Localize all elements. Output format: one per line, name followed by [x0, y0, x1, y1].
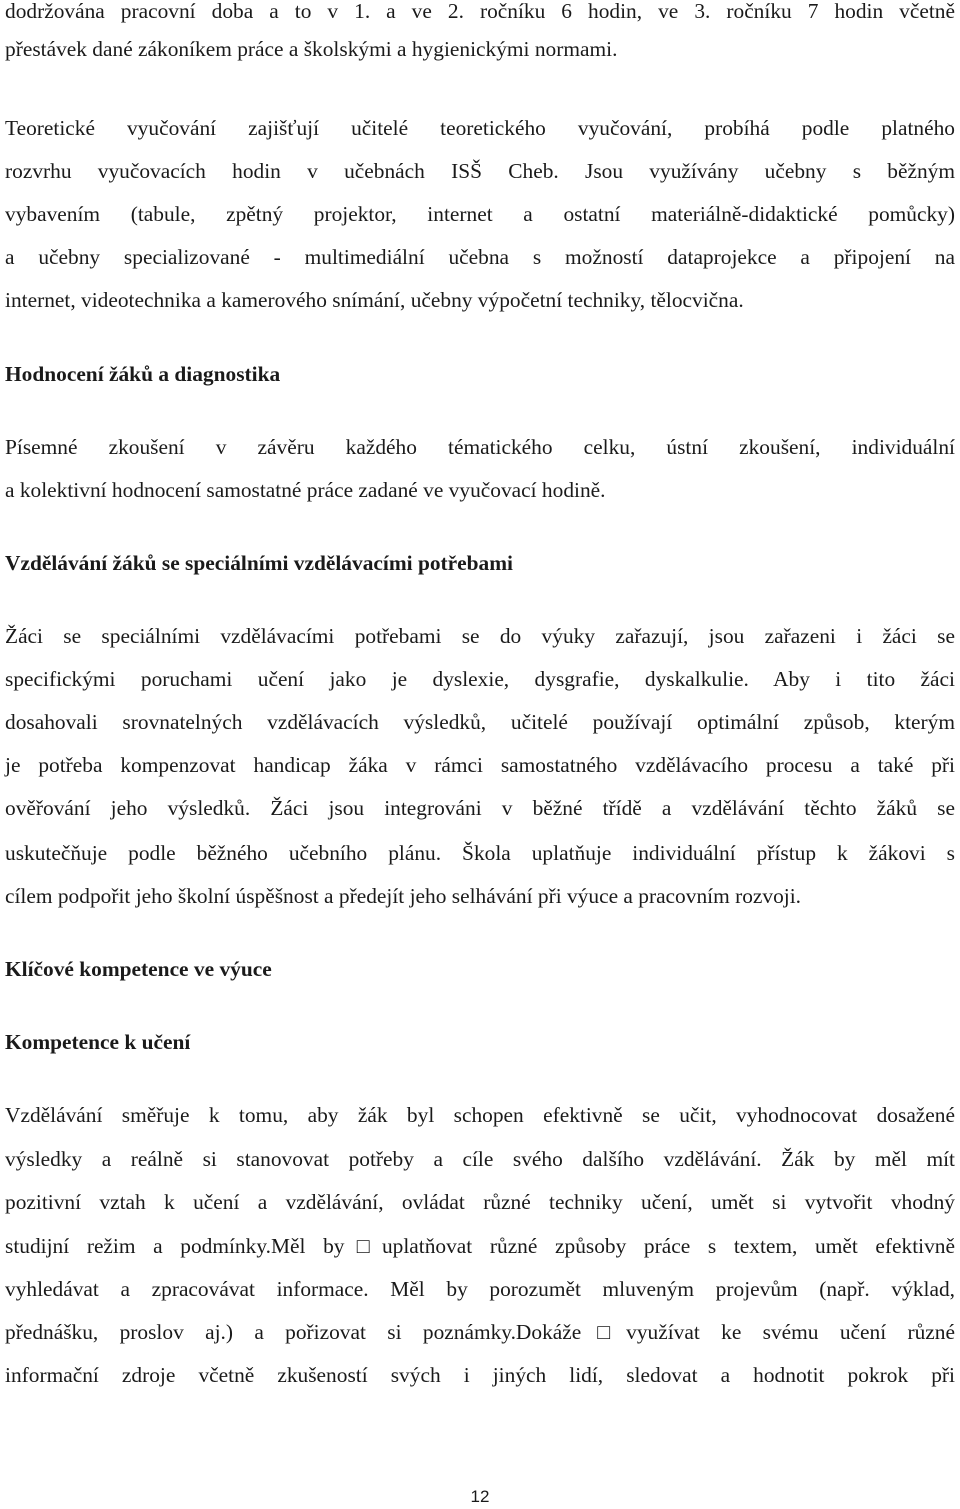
intro-line-1: dodržována pracovní doba a to v 1. a ve 2. ročníku 6 hodin, ve 3. ročníku 7 hodin včetně: [5, 0, 955, 23]
heading-key-competences: Klíčové kompetence ve výuce: [5, 957, 272, 981]
learning-line-4: studijní režim a podmínky.Měl by□uplatňovat různé způsoby práce s textem, umět efektivně: [5, 1234, 955, 1258]
special-needs-line-5: ověřování jeho výsledků. Žáci jsou integrováni v běžné třídě a vzdělávání těchto žáků se: [5, 796, 955, 820]
page-number: 12: [470, 1487, 490, 1506]
learning-line-6: přednášku, proslov aj.) a pořizovat si poznámky.Dokáže□využívat ke svému učení různé: [5, 1320, 955, 1344]
special-needs-line-2: specifickými poruchami učení jako je dyslexie, dysgrafie, dyskalkulie. Aby i tito žáci: [5, 667, 955, 691]
learning-line-7: informační zdroje včetně zkušeností svých i jiných lidí, sledovat a hodnotit pokrok při: [5, 1363, 955, 1387]
special-needs-line-6: uskutečňuje podle běžného učebního plánu. Škola uplatňuje individuální přístup k žákovi s: [5, 841, 955, 865]
teaching-line-5: internet, videotechnika a kamerového snímání, učebny výpočetní techniky, tělocvična.: [5, 288, 744, 312]
teaching-line-2: rozvrhu vyučovacích hodin v učebnách ISŠ Cheb. Jsou využívány učebny s běžným: [5, 159, 955, 183]
assessment-line-1: Písemné zkoušení v závěru každého tématického celku, ústní zkoušení, individuální: [5, 435, 955, 459]
assessment-line-2: a kolektivní hodnocení samostatné práce zadané ve vyučovací hodině.: [5, 478, 606, 502]
special-needs-line-3: dosahovali srovnatelných vzdělávacích výsledků, učitelé používají optimální způsob, kterým: [5, 710, 955, 734]
heading-learning-competence: Kompetence k učení: [5, 1030, 191, 1054]
heading-assessment: Hodnocení žáků a diagnostika: [5, 362, 281, 386]
teaching-line-1: Teoretické vyučování zajišťují učitelé teoretického vyučování, probíhá podle platného: [5, 116, 955, 140]
learning-line-5: vyhledávat a zpracovávat informace. Měl by porozumět mluveným projevům (např. výklad,: [5, 1277, 955, 1301]
intro-line-2: přestávek dané zákoníkem práce a školskými a hygienickými normami.: [5, 37, 618, 61]
special-needs-line-7: cílem podpořit jeho školní úspěšnost a předejít jeho selhávání při výuce a pracovním rozvoji.: [5, 884, 802, 908]
special-needs-line-4: je potřeba kompenzovat handicap žáka v rámci samostatného vzdělávacího procesu a také při: [5, 753, 955, 777]
special-needs-line-1: Žáci se speciálními vzdělávacími potřebami se do výuky zařazují, jsou zařazeni i žáci se: [5, 624, 955, 648]
learning-line-3: pozitivní vztah k učení a vzdělávání, ovládat různé techniky učení, umět si vytvořit vhodný: [5, 1190, 955, 1214]
teaching-line-4: a učebny specializované - multimediální učebna s možností dataprojekce a připojení na: [5, 245, 955, 269]
teaching-line-3: vybavením (tabule, zpětný projektor, internet a ostatní materiálně-didaktické pomůcky): [5, 202, 955, 226]
heading-special-needs: Vzdělávání žáků se speciálními vzdělávacími potřebami: [5, 551, 513, 575]
learning-line-1: Vzdělávání směřuje k tomu, aby žák byl schopen efektivně se učit, vyhodnocovat dosažené: [5, 1103, 955, 1127]
learning-line-2: výsledky a reálně si stanovovat potřeby a cíle svého dalšího vzdělávání. Žák by měl mít: [5, 1147, 955, 1171]
